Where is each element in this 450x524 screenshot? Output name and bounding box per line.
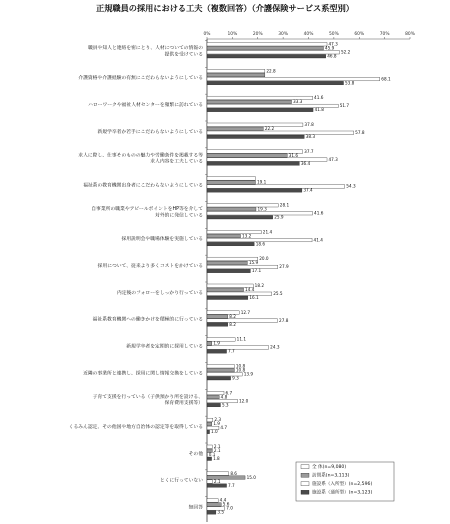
data-label: 51.7 (339, 103, 350, 109)
bar (207, 445, 212, 449)
bar (207, 69, 265, 73)
data-label: 27.9 (279, 264, 289, 270)
bar (207, 418, 213, 422)
category-label: 採用説明会や職場体験を実施している (121, 237, 203, 243)
data-label: 4.8 (220, 394, 228, 400)
bar (207, 189, 302, 193)
bar (207, 216, 273, 220)
data-label: 47.3 (328, 41, 338, 47)
data-label: 52.2 (340, 49, 351, 55)
data-label: 22.2 (264, 126, 275, 131)
x-tick-label: 0% (203, 32, 211, 37)
bar (207, 430, 210, 434)
data-label: 5.6 (222, 501, 230, 507)
bar (207, 242, 254, 246)
bar (207, 108, 313, 112)
legend-label: 施設系（入所型）(n=2,596) (312, 482, 373, 487)
x-tick-label: 70% (379, 32, 390, 37)
bar (207, 123, 303, 127)
data-label: 37.4 (303, 187, 313, 193)
data-label: 18.2 (254, 283, 265, 288)
data-label: 10.8 (235, 363, 246, 369)
bar (207, 185, 345, 189)
data-label: 25.9 (274, 214, 284, 220)
data-label: 25.5 (273, 291, 283, 296)
data-label: 57.8 (355, 130, 365, 135)
data-label: 17.1 (251, 268, 262, 274)
category-label: 自事業所の職業やアピールポイントをHP等を介して (91, 207, 203, 213)
data-label: 68.1 (381, 76, 391, 82)
bar (207, 73, 265, 77)
legend-label: 訪問系(n=3,113) (312, 473, 350, 479)
data-label: 1.9 (213, 340, 220, 346)
bar (207, 350, 227, 354)
data-label: 8.2 (229, 321, 236, 327)
data-label: 54.3 (346, 183, 356, 189)
bar (207, 43, 327, 47)
data-label: 9.3 (232, 375, 239, 381)
category-label: 無回答 (188, 505, 203, 511)
bar (207, 292, 272, 296)
category-label: ハローワークや福祉人材センターを頻繁に訪れている (88, 102, 203, 108)
data-label: 13.2 (241, 233, 252, 239)
data-label: 41.8 (314, 107, 324, 113)
data-label: 20.0 (259, 256, 269, 262)
data-label: 28.1 (279, 202, 290, 208)
bar (207, 51, 339, 55)
legend-swatch (301, 473, 309, 477)
category-label: 子育て支援を行っている（子供預かり所を設ける、 (92, 395, 203, 401)
data-label: 10.8 (235, 367, 246, 373)
bar (207, 204, 278, 208)
category-label: 対外的に発信している (155, 213, 203, 219)
legend-swatch (301, 482, 309, 486)
bar (207, 162, 299, 166)
data-label: 21.4 (262, 229, 273, 235)
x-tick-label: 30% (278, 32, 289, 37)
bar (207, 154, 287, 158)
x-tick-label: 60% (354, 32, 365, 37)
bar (207, 265, 278, 269)
data-label: 7.7 (228, 348, 235, 354)
data-label: 27.8 (279, 317, 289, 323)
bar (207, 212, 313, 216)
legend-label: 全 体(n=9,080) (312, 465, 347, 470)
bar (207, 319, 278, 323)
legend-swatch (301, 465, 309, 469)
data-label: 1.9 (213, 421, 220, 427)
category-label: くるみん認定、その他国や地方自治体の認定等を取得している (68, 424, 203, 430)
data-label: 46.8 (327, 53, 337, 59)
data-label: 24.3 (270, 344, 280, 350)
data-label: 19.3 (257, 206, 267, 212)
bar (207, 55, 326, 59)
bar (207, 315, 228, 319)
category-label: 介護資格や介護経験の有無にこだわらないようにしている (78, 76, 203, 82)
category-label: 新規学卒者を定期的に採用している (126, 344, 203, 350)
data-label: 41.6 (314, 95, 324, 101)
data-label: 38.3 (305, 134, 316, 139)
bar (207, 346, 269, 350)
data-label: 2.1 (213, 478, 221, 484)
category-label: 福祉系教育機関への働きかけを積極的に行っている (92, 317, 203, 323)
chart-title: 正規職員の採用における工夫（複数回答）（介護保険サービス系型別） (96, 3, 354, 13)
data-label: 12.0 (238, 398, 249, 404)
data-label: 12.7 (240, 309, 251, 315)
legend-label: 施設系（通所型）(n=3,123) (312, 490, 373, 496)
bar (207, 511, 216, 514)
category-label: 職員や知人と連絡を密にとり、人材についての情報の (87, 46, 203, 52)
bar (207, 230, 261, 234)
bar (207, 369, 234, 373)
bar (207, 472, 229, 476)
bar (207, 422, 212, 426)
data-label: 41.6 (314, 210, 324, 216)
data-label: 11.1 (236, 336, 246, 342)
bar (207, 484, 227, 488)
bar (207, 131, 354, 135)
data-label: 4.4 (219, 497, 227, 503)
bar (207, 476, 245, 480)
bar (207, 81, 344, 85)
data-label: 41.4 (313, 237, 323, 243)
category-label: 福祉系の教育機関出身者にこだわらないようにしている (83, 183, 203, 189)
data-label: 8.6 (230, 470, 237, 476)
category-label: 提供を受けている (164, 52, 203, 58)
bar (207, 269, 250, 273)
bar (207, 403, 220, 407)
data-label: 31.6 (288, 152, 299, 158)
data-label: 2.1 (213, 444, 221, 449)
data-label: 53.8 (345, 80, 355, 86)
category-label: 内定後のフォローをしっかり行っている (116, 290, 203, 296)
data-label: 19.1 (256, 179, 267, 185)
x-tick-label: 80% (405, 32, 415, 37)
category-label: 採用について、従来より多くコストをかけている (97, 263, 203, 269)
category-label: 求人内容を工夫している (150, 159, 203, 165)
category-label: その他 (188, 451, 203, 457)
x-tick-label: 50% (328, 32, 339, 37)
data-label: 7.0 (226, 505, 233, 511)
bar (207, 395, 219, 399)
data-label: 45.9 (324, 45, 335, 51)
data-label: 7.7 (228, 482, 235, 488)
x-tick-label: 20% (252, 32, 263, 37)
bar (207, 323, 228, 327)
bar (207, 503, 221, 507)
data-label: 2.3 (214, 417, 222, 423)
data-label: 47.3 (328, 156, 338, 162)
bar (207, 234, 240, 238)
bar (207, 377, 231, 381)
bar (207, 127, 263, 131)
data-label: 13.9 (243, 371, 254, 377)
bar (207, 288, 244, 292)
data-label: 4.7 (220, 425, 228, 431)
bar (207, 135, 304, 139)
category-label: とくに行っていない (159, 478, 203, 484)
data-label: 6.7 (225, 390, 233, 396)
data-label: 16.1 (249, 295, 259, 300)
data-label: 22.8 (266, 68, 276, 74)
category-label: 近隣の事業所と連携し、採用に関し情報交換をしている (83, 371, 203, 377)
bar (207, 100, 291, 104)
bar (207, 480, 212, 484)
x-tick-label: 10% (227, 32, 238, 37)
category-label: 新規学卒者か若手にこだわらないようにしている (97, 129, 203, 135)
data-label: 18.6 (255, 241, 266, 247)
data-label: 15.9 (248, 260, 259, 266)
data-label: 37.7 (304, 148, 314, 154)
bar (207, 47, 323, 51)
data-label: 3.5 (217, 509, 225, 515)
data-label: 1.0 (211, 429, 218, 435)
bar (207, 457, 212, 461)
data-label: 5.3 (221, 402, 229, 408)
data-label: 0.1 (208, 452, 216, 457)
bar (207, 499, 218, 503)
data-label: 37.8 (304, 122, 314, 127)
bar (207, 365, 234, 369)
category-label: 求人に際し、仕事そのものの魅力や労働条件を掲載する等 (78, 153, 203, 159)
data-label: 15.0 (246, 474, 256, 480)
data-label: 36.4 (300, 160, 311, 166)
data-label: 33.3 (292, 99, 303, 105)
x-tick-label: 40% (303, 32, 314, 37)
data-label: 1.8 (213, 456, 220, 461)
bar (207, 208, 256, 212)
data-label: 14.4 (245, 287, 255, 292)
data-label: 8.2 (229, 313, 236, 319)
bar (207, 177, 255, 181)
category-label: 保育費用支援等） (164, 401, 203, 407)
legend-swatch (301, 490, 309, 494)
bar (207, 296, 248, 300)
bar (207, 342, 212, 346)
bar (207, 181, 255, 185)
data-label: 2.1 (213, 448, 221, 453)
bar (207, 261, 247, 265)
bar (207, 338, 235, 342)
